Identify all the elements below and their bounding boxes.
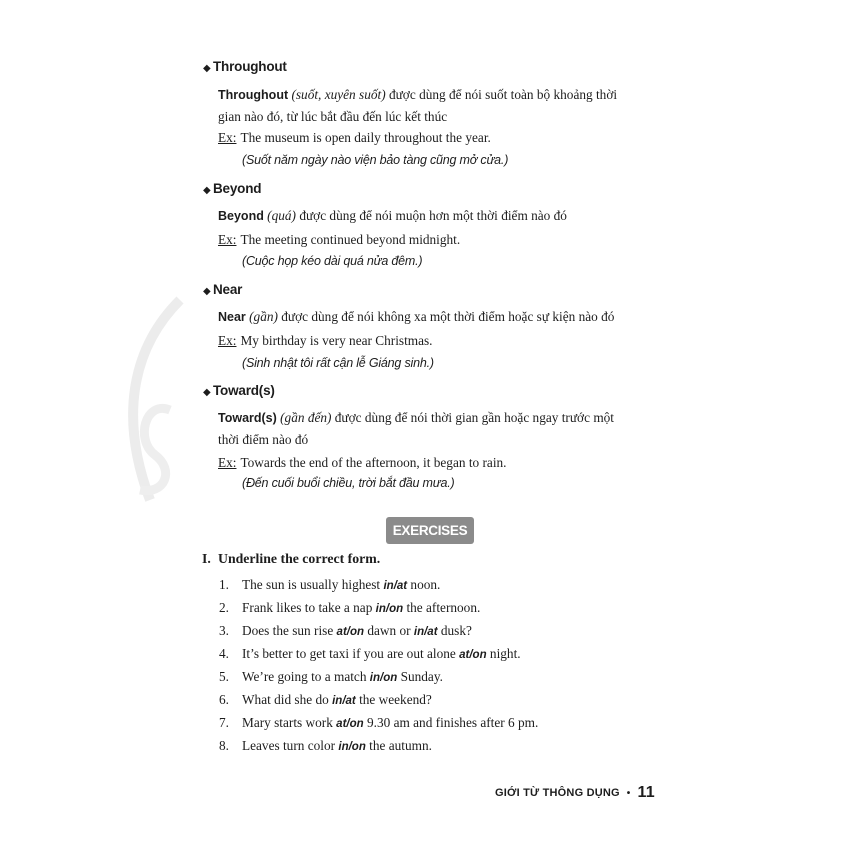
- watermark-logo-icon: [110, 290, 190, 510]
- heading-throughout: ◆ Throughout: [203, 59, 287, 74]
- heading-beyond: ◆ Beyond: [203, 181, 262, 196]
- translation-beyond: (Cuộc họp kéo dài quá nửa đêm.): [242, 254, 423, 268]
- list-item: 6. What did she do in/at the weekend?: [219, 692, 432, 707]
- desc-near: Near (gần) được dùng để nói không xa một thời điểm hoặc sự kiện nào đó: [218, 309, 615, 324]
- bullet-icon: ◆: [203, 63, 211, 74]
- task-instruction: I. Underline the correct form.: [202, 551, 381, 566]
- heading-near: ◆ Near: [203, 282, 243, 297]
- example-near: Ex: My birthday is very near Christmas.: [218, 333, 433, 348]
- list-item: 2. Frank likes to take a nap in/on the afternoon.: [219, 600, 481, 615]
- list-item: 1. The sun is usually highest in/at noon.: [219, 577, 441, 592]
- example-beyond: Ex: The meeting continued beyond midnight.: [218, 232, 461, 247]
- list-item: 7. Mary starts work at/on 9.30 am and finishes after 6 pm.: [219, 715, 539, 730]
- heading-towards: ◆ Toward(s): [203, 383, 275, 398]
- desc-towards: Toward(s) (gần đến) được dùng để nói thời gian gần hoặc ngay trước một thời điểm nào đó: [218, 410, 615, 447]
- option-choice[interactable]: in/on: [338, 741, 366, 753]
- option-choice[interactable]: in/at: [383, 580, 408, 592]
- translation-throughout: (Suốt năm ngày nào viện bảo tàng cũng mở cửa.): [242, 153, 509, 167]
- option-choice[interactable]: at/on: [459, 649, 487, 661]
- exercise-list: [219, 573, 538, 757]
- option-choice[interactable]: in/on: [369, 672, 398, 684]
- option-choice[interactable]: at/on: [336, 626, 365, 638]
- exercises-badge: EXERCISES: [386, 517, 474, 544]
- bullet-icon: ◆: [203, 387, 211, 398]
- footer-dot: •: [626, 787, 631, 799]
- translation-near: (Sinh nhật tôi rất cận lễ Giáng sinh.): [242, 356, 434, 370]
- option-choice[interactable]: in/at: [413, 626, 438, 638]
- footer-title: GIỚI TỪ THÔNG DỤNG: [495, 787, 620, 799]
- list-item: 3. Does the sun rise at/on dawn or in/at dusk?: [219, 623, 472, 638]
- page-number: 11: [637, 784, 655, 801]
- bullet-icon: ◆: [203, 286, 211, 297]
- list-item: 5. We’re going to a match in/on Sunday.: [219, 669, 443, 684]
- option-choice[interactable]: at/on: [336, 718, 364, 730]
- option-choice[interactable]: in/on: [375, 603, 404, 615]
- desc-beyond: Beyond (quá) được dùng để nói muộn hơn một thời điểm nào đó: [218, 208, 567, 223]
- example-towards: Ex: Towards the end of the afternoon, it began to rain.: [218, 455, 507, 470]
- list-item: 8. Leaves turn color in/on the autumn.: [219, 738, 432, 753]
- translation-towards: (Đến cuối buổi chiều, trời bắt đầu mưa.): [242, 476, 455, 490]
- bullet-icon: ◆: [203, 185, 211, 196]
- desc-throughout: Throughout (suốt, xuyên suốt) được dùng để nói suốt toàn bộ khoảng thời gian nào đó, từ lúc bắt đầu đến lúc kết thúc: [218, 87, 618, 124]
- list-item: 4. It’s better to get taxi if you are out alone at/on night.: [219, 646, 521, 661]
- option-choice[interactable]: in/at: [332, 695, 356, 707]
- page-footer: [495, 784, 655, 802]
- example-throughout: Ex: The museum is open daily throughout the year.: [218, 130, 491, 145]
